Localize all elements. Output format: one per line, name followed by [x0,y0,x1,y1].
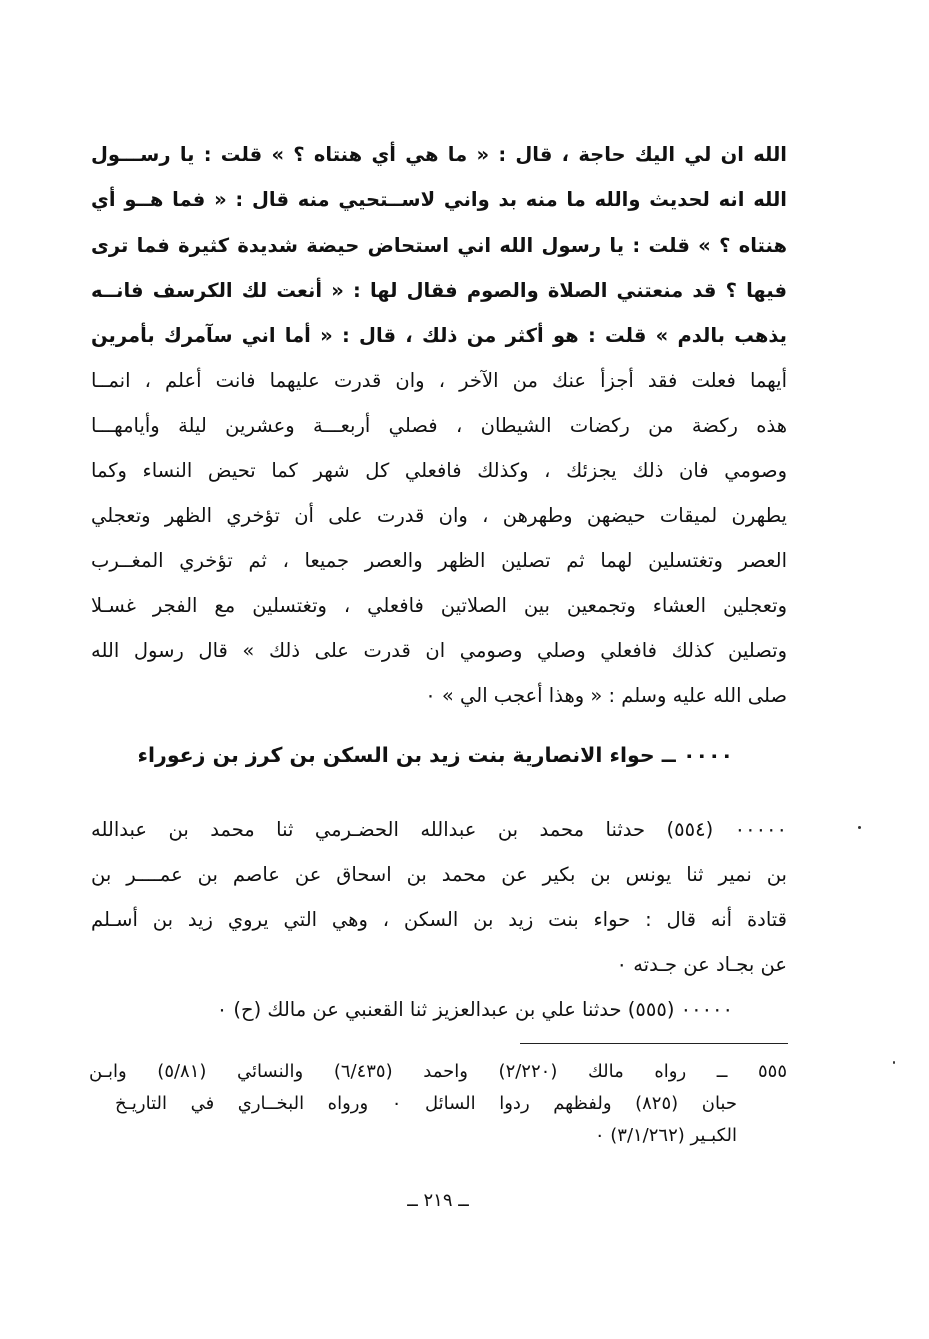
scan-speck [893,1061,895,1064]
body-line: العصر وتغتسلين لهما ثم تصلين الظهر والعصر جميعا ، ثم تؤخري المغــرب [91,549,787,572]
body-line: فيها ؟ قد منعتني الصلاة والصوم فقال لها : « أنعت لك الكرسف فانــه [91,279,787,302]
body-line: صلى الله عليه وسلم : « وهذا أعجب الي » ٠ [425,684,787,707]
body-line: وتصلين كذلك فافعلي وصلي وصومي ان قدرت على ذلك » قال رسول الله [91,639,787,662]
hadith-line: بن نمير ثنا يونس بن بكير عن محمد بن اسحاق عن عاصم بن عمــــر بن [91,863,787,886]
footnote-line: ٥٥٥ ــ رواه مالك (٢/٢٢٠) واحمد (٦/٤٣٥) والنسائي (٥/٨١) وابـن [89,1061,787,1082]
body-line: هنتاه ؟ » قلت : يا رسول الله اني استحاض حيضة شديدة كثيرة فما ترى [91,234,787,257]
body-line: الله ان لي اليك حاجة ، قال : « ما هي أي هنتاه ؟ » قلت : يا رســـول [91,143,787,166]
body-line: أيهما فعلت فقد أجزأ عنك من الآخر ، وان قدرت عليهما فانت أعلم ، انمــا [91,369,787,392]
footnote-line: حبان (٨٢٥) ولفظهم ردوا السائل ٠ ورواه البخــاري في التاريـخ [115,1093,737,1114]
footnote-rule [520,1043,788,1044]
hadith-line: عن بجـاد عن جـدته ٠ [616,953,787,976]
page-number: ــ ٢١٩ ــ [407,1190,469,1211]
section-heading: ٠٠٠٠ ــ حواء الانصارية بنت زيد بن السكن بن كرز بن زعوراء [137,743,733,767]
hadith-line: قتادة أنه قال : حواء بنت زيد بن السكن ، وهي التي يروي زيد بن أسـلم [91,908,787,931]
body-line: هذه ركضة من ركضات الشيطان ، فصلي أربعـــة وعشرين ليلة وأيامهـــا [91,414,787,437]
body-line: يذهب بالدم » قلت : هو أكثر من ذلك ، قال : « أما اني سآمرك بأمرين [91,324,787,347]
hadith-line: ٠٠٠٠٠ (٥٥٤) حدثنا محمد بن عبدالله الحضـرمي ثنا محمد بن عبدالله [91,818,787,841]
body-line: يطهرن لميقات حيضهن وطهرهن ، وان قدرت على أن تؤخري الظهر وتعجلي [91,504,787,527]
footnote-line: الكبـير (٣/١/٢٦٢) ٠ [594,1125,737,1146]
body-line: الله انه لحديث والله ما منه بد واني لاســتحيي منه قال : « فما هــو أي [91,188,787,211]
scan-speck [858,826,861,829]
hadith-line: ٠٠٠٠٠ (٥٥٥) حدثنا علي بن عبدالعزيز ثنا القعنبي عن مالك (ح) ٠ [216,998,733,1021]
body-line: وتعجلين العشاء وتجمعين بين الصلاتين فافعلي ، وتغتسلين مع الفجر غسـلا [91,594,787,617]
body-line: وصومي فان ذلك يجزئك ، وكذلك فافعلي كل شهر كما تحيض النساء وكما [91,459,787,482]
